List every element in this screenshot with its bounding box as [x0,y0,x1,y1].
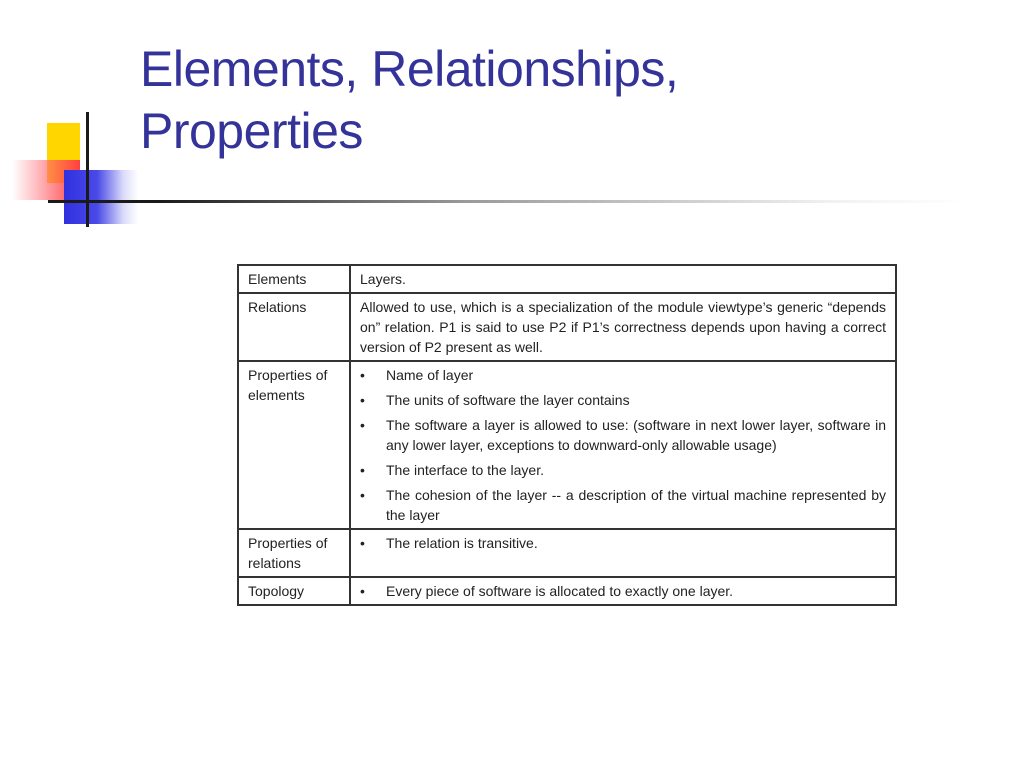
list-item [360,415,886,455]
properties-table [237,264,897,606]
row-value-relations: Allowed to use, which is a specialization of the module viewtype’s generic “depends on” relation. P1 is said to use P2 if P1’s correctness depends upon having a correct version of P2 present as well. [350,293,896,361]
list-item-text: The cohesion of the layer -- a description of the virtual machine represented by the layer [386,487,886,523]
slide-title-line-2: Properties [140,103,363,159]
table-row [238,577,896,605]
bullet-list [360,581,886,601]
bullet-list [360,533,886,553]
list-item-text: The relation is transitive. [386,535,538,551]
bullet-icon: • [360,367,365,383]
table-row [238,265,896,293]
row-label-topology: Topology [238,577,350,605]
row-label-properties-of-relations: Properties of relations [238,529,350,577]
row-value-properties-of-elements [350,361,896,529]
bullet-icon: • [360,417,365,433]
row-label-properties-of-elements: Properties of elements [238,361,350,529]
list-item-text: Name of layer [386,367,474,383]
bullet-icon: • [360,583,365,599]
bullet-list [360,365,886,525]
row-label-elements: Elements [238,265,350,293]
row-label-relations: Relations [238,293,350,361]
table-row [238,361,896,529]
table-row [238,293,896,361]
deco-vertical-line [86,112,89,227]
list-item-text: The software a layer is allowed to use: (software in next lower layer, software in any lower layer, exceptions to downward-only allowable usage) [386,417,886,453]
list-item-text: The interface to the layer. [386,462,544,478]
slide-title-line-1: Elements, Relationships, [140,41,679,97]
row-value-elements: Layers. [350,265,896,293]
deco-blue-block [64,170,138,224]
table-row [238,529,896,577]
list-item-text: The units of software the layer contains [386,392,630,408]
bullet-icon: • [360,462,365,478]
list-item [360,581,886,601]
title-underline [48,200,968,203]
row-value-properties-of-relations [350,529,896,577]
list-item [360,533,886,553]
list-item [360,485,886,525]
slide-title [140,38,678,162]
list-item-text: Every piece of software is allocated to exactly one layer. [386,583,734,599]
row-value-topology [350,577,896,605]
list-item [360,390,886,410]
list-item [360,460,886,480]
properties-table-wrap [237,264,897,606]
bullet-icon: • [360,535,365,551]
bullet-icon: • [360,487,365,503]
bullet-icon: • [360,392,365,408]
list-item [360,365,886,385]
